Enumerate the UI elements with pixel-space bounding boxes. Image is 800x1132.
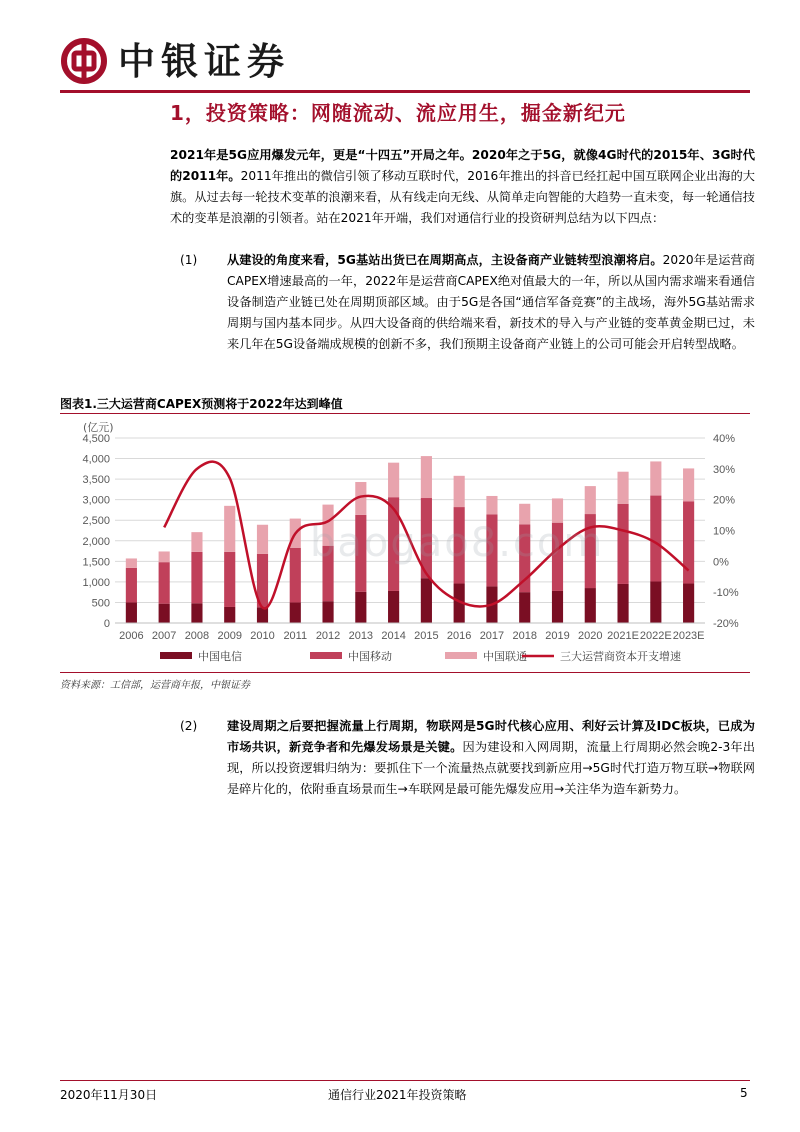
item-number: (2)	[180, 719, 198, 733]
y-left-tick-label: 3,500	[82, 474, 110, 487]
item-text	[227, 716, 755, 800]
legend-swatch	[445, 652, 477, 659]
y-left-tick-label: 500	[91, 597, 110, 610]
section-title: 1，投资策略：网随流动、流应用生，掘金新纪元	[170, 101, 626, 125]
bar-segment	[585, 588, 596, 623]
y-right-tick-label: 40%	[713, 433, 736, 445]
bar-segment	[290, 548, 301, 603]
figure-top-rule	[60, 413, 750, 414]
footer-rule	[60, 1080, 750, 1081]
brand-logo	[60, 36, 290, 86]
bar-segment	[191, 552, 202, 603]
bar-segment	[617, 584, 628, 623]
y-left-tick-label: 3,000	[82, 494, 110, 507]
item-bold: 建设周期之后要把握流量上行周期，物联网是5G时代核心应用、利好云计算及IDC板块，已成为市场共识，新竞争者和先爆发场景是关键。	[227, 719, 755, 754]
y-left-tick-label: 4,000	[82, 453, 110, 466]
item-text	[227, 250, 755, 355]
bar-segment	[683, 584, 694, 623]
y-left-tick-label: 1,000	[82, 576, 110, 589]
bar-segment	[159, 604, 170, 623]
bar-segment	[519, 592, 530, 623]
bar-segment	[683, 501, 694, 583]
y-left-tick-label: 0	[103, 618, 110, 630]
y-right-tick-label: 30%	[713, 463, 736, 476]
item-body: 因为建设和入网周期，流量上行周期必然会晚2-3年出现，所以投资逻辑归纳为：要抓住下一个流量热点就要找到新应用→5G时代打造万物互联→物联网是碎片化的，依附垂直场景而生→车联网是最可能先爆发应用→关注华为造车新势力。	[227, 740, 756, 796]
intro-bold: 2021年是5G应用爆发元年，更是“十四五”开局之年。2020年之于5G，就像4G时代的2015年、3G时代的2011年。	[170, 148, 755, 183]
x-tick-label: 2012	[315, 630, 341, 642]
bar-segment	[650, 581, 661, 623]
bar-segment	[585, 486, 596, 514]
bar-segment	[650, 461, 661, 495]
bar-segment	[191, 603, 202, 623]
bar-segment	[421, 578, 432, 623]
x-tick-label: 2014	[381, 630, 406, 642]
intro-paragraph	[170, 145, 755, 229]
x-tick-label: 2019	[545, 630, 570, 642]
footer-date: 2020年11月30日	[60, 1088, 158, 1102]
page-number: 5	[740, 1086, 748, 1100]
x-tick-label: 2022E	[639, 630, 672, 642]
item-number: (1)	[180, 253, 198, 267]
bar-segment	[650, 496, 661, 582]
legend-label: 三大运营商资本开支增速	[560, 650, 681, 663]
y-left-tick-label: 2,000	[82, 535, 110, 548]
x-tick-label: 2006	[119, 630, 144, 642]
bar-segment	[257, 525, 268, 554]
bar-segment	[617, 472, 628, 504]
y-unit-label: (亿元)	[83, 421, 114, 434]
watermark: baogao8.com	[310, 520, 605, 566]
legend-label: 中国电信	[198, 650, 242, 663]
item-body: 2020年是运营商CAPEX增速最高的一年，2022年是运营商CAPEX绝对值最大的一年，所以从国内需求端来看通信设备制造产业链已处在周期顶部区域。由于5G是各国“通信军备竞赛”的主战场，海外5G基站需求周期与国内基本同步。从四大设备商的供给端来看，新技术的导入与产业链的变革黄金期已过，未来几年在5G设备端成规模的创新不多，我们预期主设备商产业链上的公司可能会开启转型战略。	[227, 253, 755, 351]
bar-segment	[224, 552, 235, 607]
header-rule	[60, 90, 750, 93]
x-tick-label: 2008	[184, 630, 210, 642]
bar-segment	[355, 592, 366, 623]
bar-segment	[126, 602, 137, 623]
figure-bottom-rule	[60, 672, 750, 673]
brand-name: 中银证券	[118, 39, 290, 83]
bar-segment	[486, 496, 497, 515]
legend-label: 中国联通	[483, 650, 527, 663]
y-left-tick-label: 2,500	[82, 515, 110, 528]
y-right-tick-label: 10%	[713, 525, 736, 538]
item-bold: 从建设的角度来看，5G基站出货已在周期高点，主设备商产业链转型浪潮将启。	[227, 253, 663, 267]
y-right-tick-label: 20%	[713, 494, 736, 507]
bar-segment	[126, 558, 137, 567]
figure-title: 图表1.三大运营商CAPEX预测将于2022年达到峰值	[60, 397, 343, 411]
y-left-tick-label: 1,500	[82, 556, 110, 569]
bar-segment	[224, 607, 235, 623]
x-tick-label: 2013	[348, 630, 374, 642]
bar-segment	[683, 468, 694, 501]
bar-segment	[322, 601, 333, 623]
x-tick-label: 2010	[250, 630, 275, 642]
x-tick-label: 2015	[414, 630, 439, 642]
y-left-tick-label: 4,500	[82, 433, 110, 445]
x-tick-label: 2016	[446, 630, 472, 642]
bar-segment	[191, 532, 202, 552]
footer-title: 通信行业2021年投资策略	[328, 1088, 467, 1102]
bar-segment	[159, 551, 170, 562]
bank-of-china-logo-icon	[60, 37, 108, 85]
bar-segment	[126, 568, 137, 603]
x-tick-label: 2018	[512, 630, 537, 642]
y-right-tick-label: -20%	[713, 618, 739, 630]
y-right-tick-label: -10%	[713, 587, 739, 600]
legend-label: 中国移动	[348, 650, 392, 663]
bar-segment	[388, 591, 399, 623]
bar-segment	[257, 607, 268, 623]
legend-swatch	[310, 652, 342, 659]
bar-segment	[159, 562, 170, 604]
bar-segment	[552, 591, 563, 623]
bar-segment	[421, 456, 432, 498]
x-tick-label: 2023E	[672, 630, 705, 642]
bar-segment	[290, 602, 301, 623]
bar-segment	[454, 476, 465, 507]
intro-text: 2011年推出的微信引领了移动互联时代，2016年推出的抖音已经扛起中国互联网企业出海的大旗。从过去每一轮技术变革的浪潮来看，从有线走向无线、从简单走向智能的大趋势一直未变，每一轮通信技术的变革是浪潮的引领者。站在2021年开端，我们对通信行业的投资研判总结为以下四点：	[170, 169, 755, 225]
figure-source: 资料来源：工信部，运营商年报，中银证券	[60, 680, 250, 691]
list-item-1	[170, 250, 755, 370]
bar-segment	[617, 504, 628, 584]
x-tick-label: 2017	[479, 630, 505, 642]
y-right-tick-label: 0%	[713, 556, 729, 569]
list-item-2	[170, 716, 755, 826]
x-tick-label: 2009	[217, 630, 242, 642]
legend-swatch	[160, 652, 192, 659]
x-tick-label: 2021E	[607, 630, 639, 642]
bar-segment	[224, 506, 235, 552]
bar-segment	[388, 463, 399, 498]
x-tick-label: 2007	[151, 630, 177, 642]
x-tick-label: 2020	[578, 630, 603, 642]
x-tick-label: 2011	[283, 630, 308, 642]
